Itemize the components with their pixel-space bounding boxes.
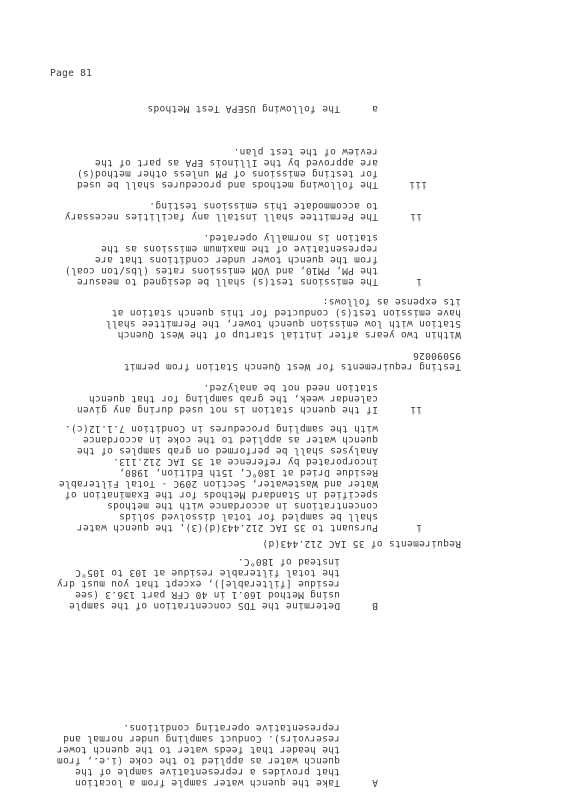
block-a-line-5: reservoirs). Conduct sampling under normal and [62, 733, 340, 744]
item-i2-marker: i [415, 276, 422, 287]
item-i2-line-3: from the quench tower under conditions that are [94, 254, 378, 265]
item-i-line-3: concentrations in accordance with the methods [106, 500, 378, 511]
block-b-line-4: the total filterable residue at 103 to 105°C [74, 567, 340, 578]
item-i-line-9: quench water as applied to the coke in accordance [82, 434, 378, 445]
section-heading-212-443: Requirements of 35 IAC 212.443(d) [262, 538, 461, 549]
item-iii-line-4: review of the test plan. [233, 146, 378, 157]
item-ii-line-1: If the quench station is not used during any given [76, 404, 378, 415]
item-i-line-1: Pursuant to 35 IAC 212.443(d)(3), the quench water [76, 522, 378, 533]
item-ii-marker: ii [409, 404, 422, 415]
item-iii-marker: iii [408, 179, 427, 190]
block-a-marker: A [371, 777, 378, 788]
item-ii-b-line-2: to accommodate this emissions testing. [149, 200, 378, 211]
item-i-line-2: shall be sampled for total dissolved solids [118, 511, 378, 522]
item-i2-line-2: the PM, PM10, and VOM emissions rates (lbs/ton coal) [64, 265, 378, 276]
block-b-line-3: residue [filterable]), except that you must dry [56, 578, 340, 589]
block-a-line-6: representative operating conditions. [123, 722, 340, 733]
item-i-line-4: specified in Standard Methods for the Examination of [64, 489, 378, 500]
block-a-line-4: the header that feeds water to the quench tower [56, 744, 340, 755]
item-ii-b-line-1: The Permittee shall install any facilities necessary [64, 211, 378, 222]
item-i-line-6: Residue Dried at 180°C, 15th Edition, 1980, [118, 467, 378, 478]
block-b-line-5: instead of 180°C. [237, 556, 340, 567]
paragraph-line-3: have emission test(s) conducted for this quench station at [111, 307, 461, 318]
page-number-label: Page 81 [50, 68, 93, 79]
item-i-line-7: incorporated by reference at 35 IAC 212.113. [112, 456, 378, 467]
item-ii-line-2: calendar week, the grab sampling for that quench [88, 393, 378, 404]
item-ii-b-marker: ii [409, 211, 422, 222]
item-iii-line-2: for testing emissions of PM unless other method(s) [76, 168, 378, 179]
item-i2-line-5: station is normally operated. [203, 232, 378, 243]
block-b-marker: B [371, 600, 378, 611]
block-a-line-2: that provides a representative sample of the [74, 766, 340, 777]
section-heading-west-quench-line-1: Testing requirements for West Quench Station from permit [123, 361, 461, 372]
item-i-line-5: Water and Wastewater, Section 209C - Total Filterable [58, 478, 378, 489]
item-i-line-8: Analyses shall be performed on grab samples of the [76, 445, 378, 456]
item-ii-line-3: station need not be analyzed. [203, 382, 378, 393]
paragraph-line-2: Station with low emission quench tower, the Permittee shall [105, 318, 461, 329]
item-i2-line-1: The emissions test(s) shall be designed to measure [76, 276, 378, 287]
block-b-line-2: using Method 160.1 in 40 CFR part 136.3 (see [74, 589, 340, 600]
item-a-line-1: The following USEPA Test Methods [147, 103, 340, 114]
section-heading-west-quench-line-2: 95090026 [412, 350, 461, 361]
block-a-line-1: Take the quench water sample from a location [74, 777, 340, 788]
item-i-line-10: with the sampling procedures in Condition 7.1.12(c). [64, 423, 378, 434]
item-i2-line-4: representative of the maximum emissions as the [100, 243, 378, 254]
paragraph-line-4: its expense as follows: [322, 296, 461, 307]
paragraph-line-1: Within two years after initial startup of the West Quench [117, 329, 461, 340]
item-a-marker: a [371, 103, 378, 114]
block-b-line-1: Determine the TDS concentration of the sample [68, 600, 340, 611]
item-iii-line-3: are approved by the Illinois EPA as part of the [94, 157, 378, 168]
block-a-line-3: quench water as applied to the coke (i.e., from [56, 755, 340, 766]
item-i-marker: i [415, 522, 422, 533]
item-iii-line-1: The following methods and procedures shall be used [76, 179, 378, 190]
